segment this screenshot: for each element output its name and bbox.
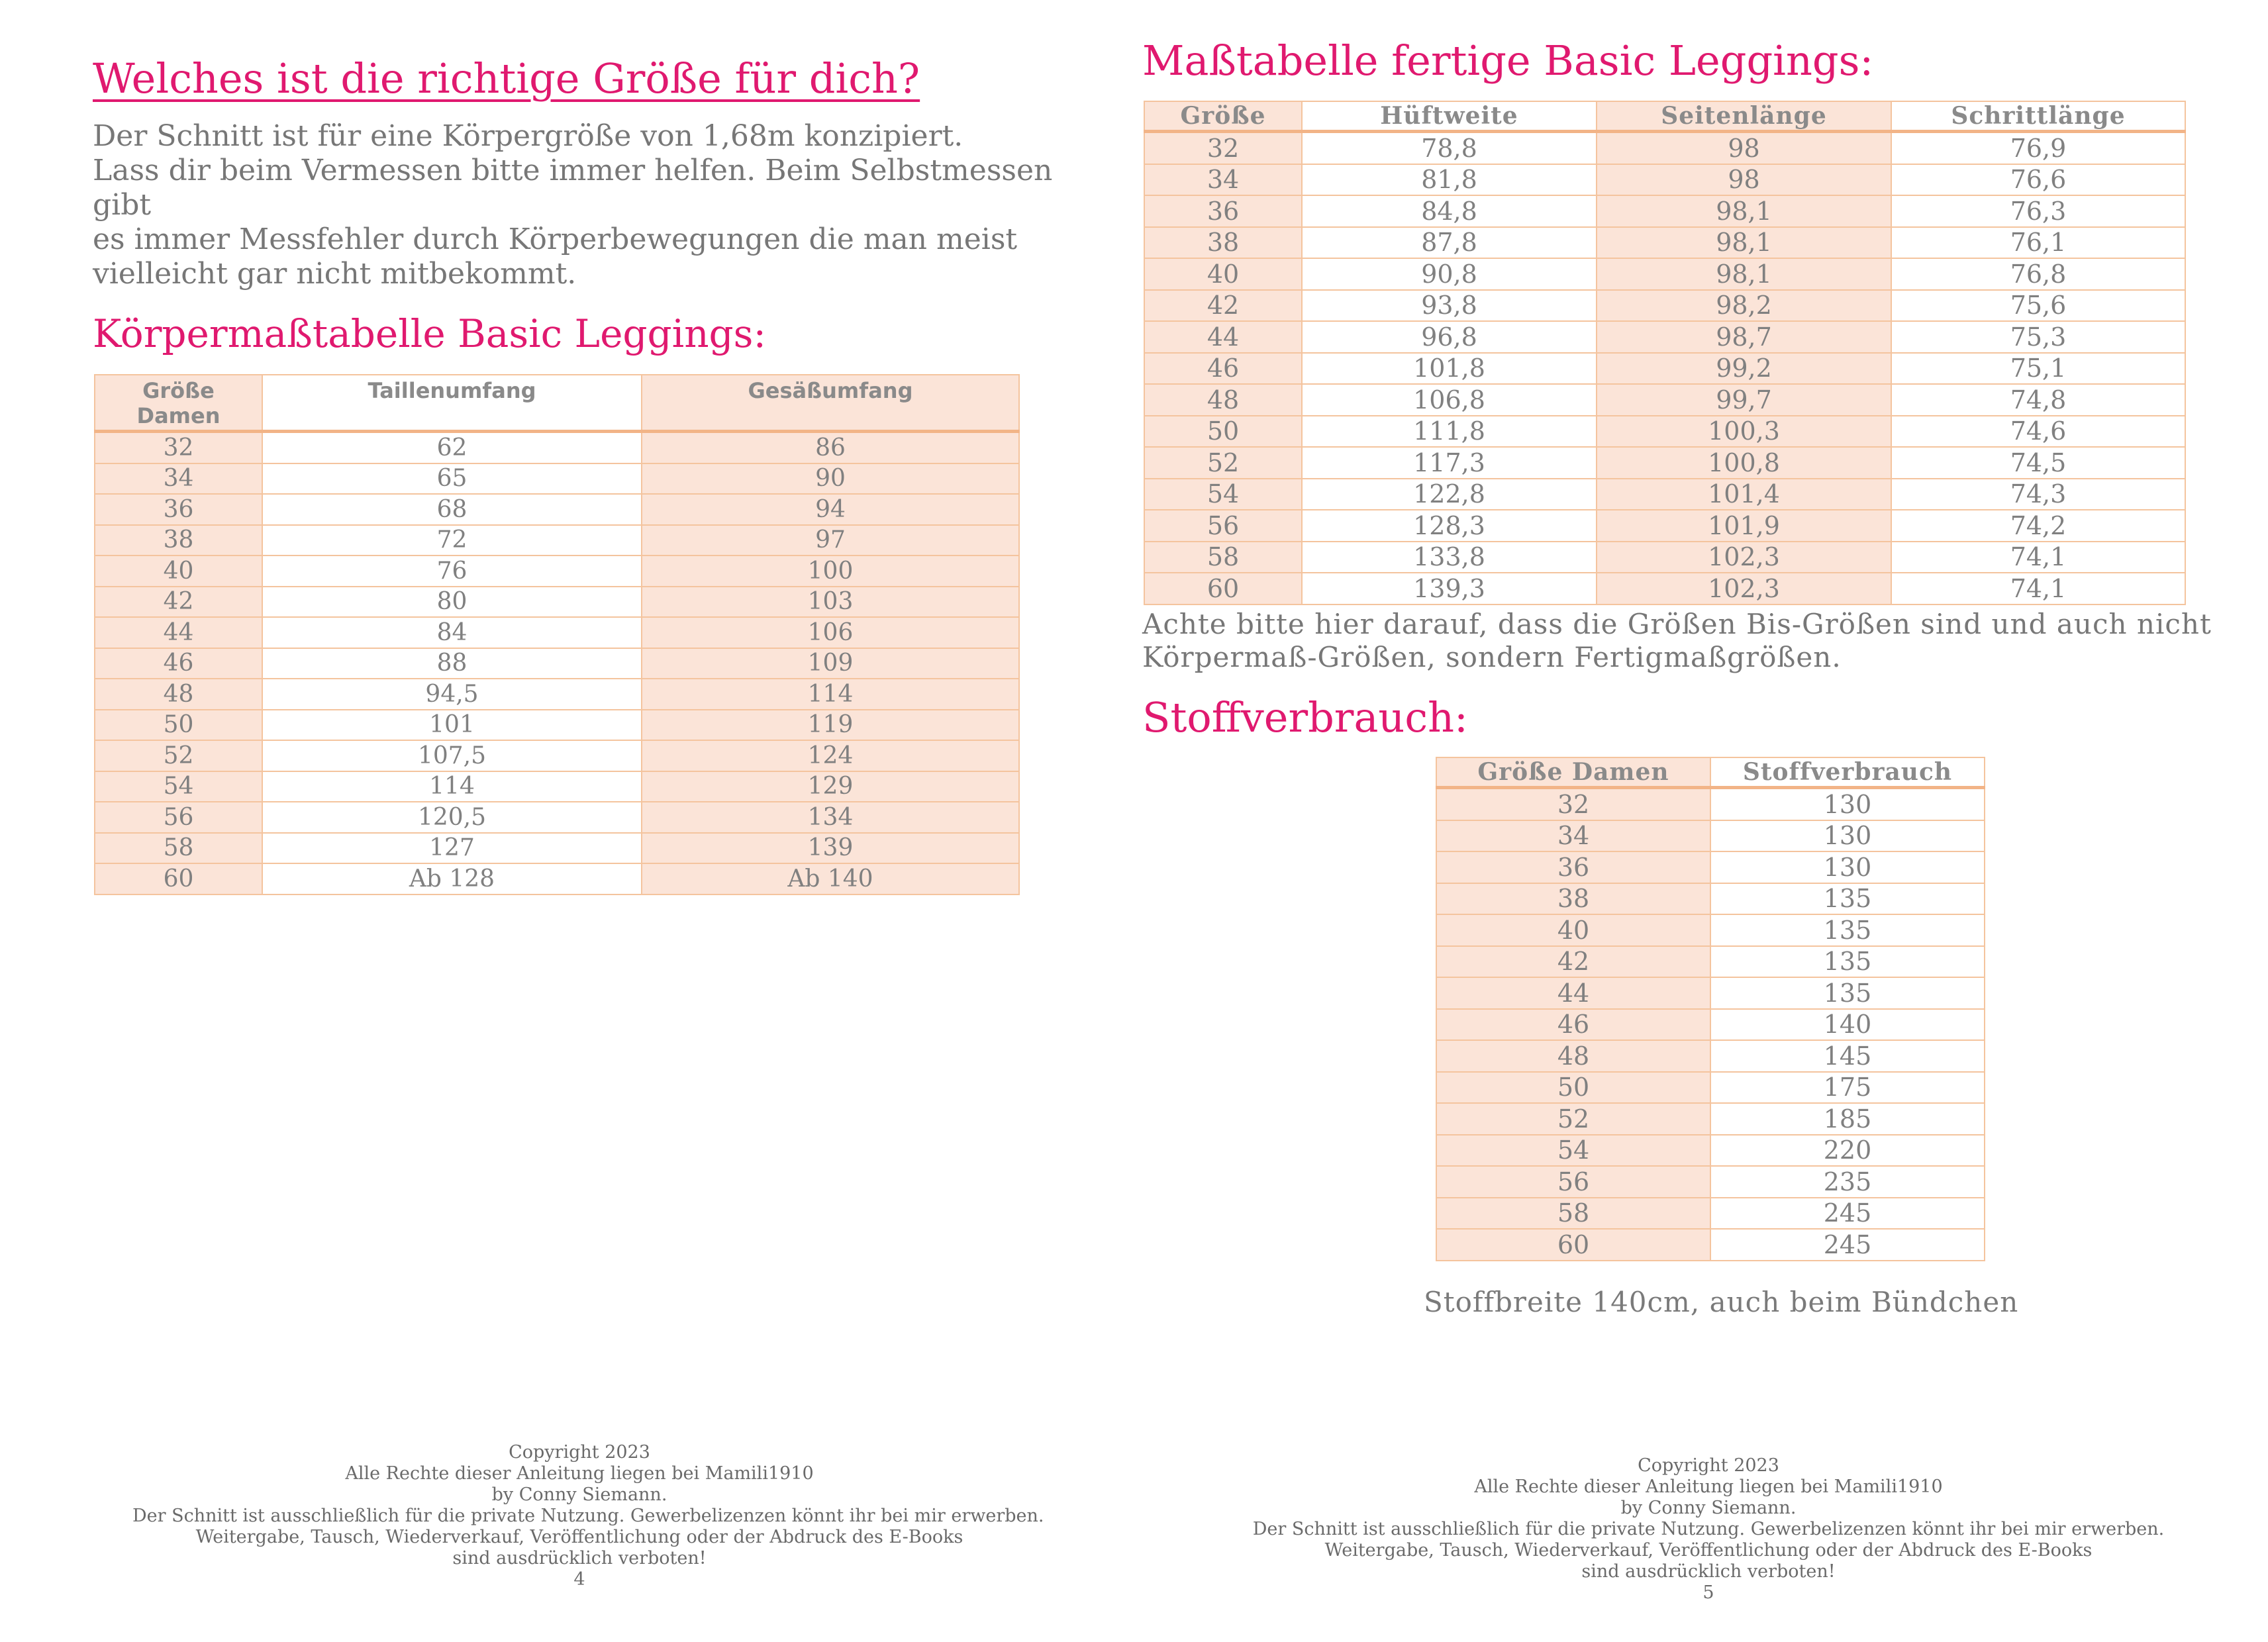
table-cell: 98,1 [1597,227,1891,259]
table-cell: 117,3 [1302,447,1597,479]
body-measurement-table [94,374,1020,895]
table-row [1144,258,2185,290]
table-cell: 97 [642,525,1019,556]
table-cell: 99,7 [1597,384,1891,416]
table-cell: 128,3 [1302,510,1597,542]
table-cell: 52 [95,740,262,771]
table-cell: 124 [642,740,1019,771]
table-cell: 46 [95,648,262,679]
footer-line: Der Schnitt ist ausschließlich für die private Nutzung. Gewerbelizenzen könnt ihr bei mir erwerben. [1252,1519,2165,1539]
table-cell: 44 [1436,977,1710,1009]
table-cell: 98 [1597,164,1891,196]
table-cell: 52 [1144,447,1302,479]
table-cell: 75,6 [1891,290,2185,322]
table-cell: 74,8 [1891,384,2185,416]
table-cell: 34 [1144,164,1302,196]
table-cell: 76,1 [1891,227,2185,259]
table-row [95,463,1019,495]
table-row [95,587,1019,618]
table-cell: 119 [642,710,1019,741]
page-number: 4 [573,1569,585,1590]
table-cell: 74,5 [1891,447,2185,479]
table-cell: 130 [1710,820,1985,852]
table-cell: 100,3 [1597,416,1891,448]
table-row [95,494,1019,525]
table-cell: 65 [262,463,642,495]
table-cell: 87,8 [1302,227,1597,259]
table-row [1144,195,2185,227]
table-cell: 139,3 [1302,573,1597,604]
footer-line: Weitergabe, Tausch, Wiederverkauf, Veröffentlichung oder der Abdruck des E-Books [1324,1540,2093,1561]
table-cell: 76,8 [1891,258,2185,290]
table-cell: 40 [95,555,262,587]
table-cell: 48 [1144,384,1302,416]
table-row [95,525,1019,556]
table-cell: 44 [95,617,262,648]
table-cell: 140 [1710,1009,1985,1041]
table-cell: 62 [262,432,642,463]
table-cell: 220 [1710,1135,1985,1167]
table-row [1436,851,1985,883]
table-cell: 75,3 [1891,321,2185,353]
table-cell: 36 [1436,851,1710,883]
table-row [1436,1103,1985,1135]
table-cell: 145 [1710,1040,1985,1072]
table-cell: 60 [1436,1229,1710,1261]
table-row [95,771,1019,802]
table-cell: 101,8 [1302,353,1597,385]
table-cell: 52 [1436,1103,1710,1135]
table-cell: 80 [262,587,642,618]
table-cell: 86 [642,432,1019,463]
column-header-waist: Taillenumfang [262,375,642,432]
table-cell: 114 [642,679,1019,710]
finished-table-heading: Maßtabelle fertige Basic Leggings: [1142,36,1874,85]
table-cell: 72 [262,525,642,556]
table-row [1436,1198,1985,1230]
column-header-inseam: Schrittlänge [1891,101,2185,132]
table-cell: 175 [1710,1072,1985,1104]
table-cell: 88 [262,648,642,679]
table-row [1144,384,2185,416]
intro-line: es immer Messfehler durch Körperbewegungen die man meist [93,222,1018,256]
table-cell: 106 [642,617,1019,648]
table-cell: 54 [1436,1135,1710,1167]
table-row [95,432,1019,463]
table-row [1436,1166,1985,1198]
table-cell: 78,8 [1302,132,1597,164]
right-footer [1192,1455,2225,1604]
table-cell: 122,8 [1302,479,1597,510]
table-cell: 58 [1144,542,1302,573]
table-row [1144,479,2185,510]
table-cell: Ab 140 [642,863,1019,894]
page-number: 5 [1702,1582,1714,1603]
table-cell: 50 [1436,1072,1710,1104]
table-cell: 36 [1144,195,1302,227]
table-cell: 74,1 [1891,542,2185,573]
table-cell: 94,5 [262,679,642,710]
table-cell: 130 [1710,851,1985,883]
footer-line: by Conny Siemann. [1620,1498,1797,1518]
table-cell: 38 [1436,883,1710,915]
table-cell: 76,6 [1891,164,2185,196]
footer-line: sind ausdrücklich verboten! [1581,1561,1836,1582]
table-cell: 98,7 [1597,321,1891,353]
column-header-hip: Gesäßumfang [642,375,1019,432]
table-cell: 68 [262,494,642,525]
table-cell: 42 [1144,290,1302,322]
table-cell: 98 [1597,132,1891,164]
table-cell: 32 [1144,132,1302,164]
table-cell: 50 [95,710,262,741]
fabric-caption: Stoffbreite 140cm, auch beim Bündchen [1424,1286,2019,1318]
table-cell: 48 [1436,1040,1710,1072]
table-row [1144,227,2185,259]
finished-table-note [1142,608,2235,674]
table-cell: 100 [642,555,1019,587]
table-cell: 98,2 [1597,290,1891,322]
table-cell: 96,8 [1302,321,1597,353]
table-cell: 135 [1710,946,1985,978]
table-cell: 90,8 [1302,258,1597,290]
footer-line: Alle Rechte dieser Anleitung liegen bei Mamili1910 [345,1463,814,1484]
table-cell: 38 [1144,227,1302,259]
table-row [95,833,1019,864]
note-line: Körpermaß-Größen, sondern Fertigmaßgrößen. [1142,641,1842,673]
column-header-size: Größe [1144,101,1302,132]
table-header-row [1144,101,2185,132]
table-row [95,648,1019,679]
table-row [1436,1072,1985,1104]
footer-line: by Conny Siemann. [491,1484,667,1505]
table-cell: 76 [262,555,642,587]
table-row [95,555,1019,587]
table-cell: 56 [1144,510,1302,542]
table-cell: 60 [95,863,262,894]
intro-line: Der Schnitt ist für eine Körpergröße von 1,68m konzipiert. [93,119,963,153]
table-row [1144,573,2185,604]
table-cell: 133,8 [1302,542,1597,573]
table-cell: 245 [1710,1229,1985,1261]
footer-line: Copyright 2023 [1638,1455,1779,1476]
table-row [1436,914,1985,946]
column-header-size: Größe Damen [95,375,262,432]
table-row [1144,542,2185,573]
table-cell: 34 [95,463,262,495]
footer-line: Der Schnitt ist ausschließlich für die private Nutzung. Gewerbelizenzen könnt ihr bei mir erwerben. [132,1506,1044,1526]
table-cell: Ab 128 [262,863,642,894]
intro-line: Lass dir beim Vermessen bitte immer helfen. Beim Selbstmessen gibt [93,154,1053,222]
table-cell: 135 [1710,883,1985,915]
table-cell: 135 [1710,977,1985,1009]
column-header-fabric: Stoffverbrauch [1710,757,1985,788]
table-cell: 74,3 [1891,479,2185,510]
table-row [95,802,1019,833]
table-cell: 34 [1436,820,1710,852]
footer-line: Alle Rechte dieser Anleitung liegen bei Mamili1910 [1474,1476,1943,1497]
table-cell: 76,9 [1891,132,2185,164]
table-cell: 36 [95,494,262,525]
table-cell: 44 [1144,321,1302,353]
table-cell: 40 [1436,914,1710,946]
table-cell: 74,6 [1891,416,2185,448]
table-cell: 111,8 [1302,416,1597,448]
table-cell: 100,8 [1597,447,1891,479]
table-cell: 102,3 [1597,542,1891,573]
table-cell: 135 [1710,914,1985,946]
table-cell: 42 [95,587,262,618]
table-cell: 120,5 [262,802,642,833]
table-cell: 56 [1436,1166,1710,1198]
table-row [1436,946,1985,978]
table-row [1144,353,2185,385]
table-cell: 245 [1710,1198,1985,1230]
table-cell: 60 [1144,573,1302,604]
table-cell: 235 [1710,1166,1985,1198]
table-cell: 93,8 [1302,290,1597,322]
table-cell: 103 [642,587,1019,618]
table-cell: 101 [262,710,642,741]
table-cell: 99,2 [1597,353,1891,385]
table-row [1144,416,2185,448]
table-row [1436,1040,1985,1072]
table-row [1436,1135,1985,1167]
table-cell: 54 [1144,479,1302,510]
table-cell: 46 [1436,1009,1710,1041]
table-cell: 58 [95,833,262,864]
table-cell: 32 [95,432,262,463]
column-header-hip-width: Hüftweite [1302,101,1597,132]
page-title: Welches ist die richtige Größe für dich? [93,54,920,103]
table-row [1144,164,2185,196]
table-row [95,679,1019,710]
table-cell: 102,3 [1597,573,1891,604]
table-row [1436,883,1985,915]
table-cell: 48 [95,679,262,710]
table-cell: 101,4 [1597,479,1891,510]
table-cell: 130 [1710,788,1985,820]
table-cell: 50 [1144,416,1302,448]
footer-line: sind ausdrücklich verboten! [452,1548,707,1569]
body-table-heading: Körpermaßtabelle Basic Leggings: [93,311,766,356]
table-cell: 127 [262,833,642,864]
table-cell: 90 [642,463,1019,495]
footer-line: Weitergabe, Tausch, Wiederverkauf, Veröffentlichung oder der Abdruck des E-Books [195,1527,963,1547]
table-row [1144,321,2185,353]
table-cell: 42 [1436,946,1710,978]
column-header-size: Größe Damen [1436,757,1710,788]
table-cell: 46 [1144,353,1302,385]
table-cell: 101,9 [1597,510,1891,542]
table-row [1436,788,1985,820]
table-row [1436,977,1985,1009]
fabric-table-heading: Stoffverbrauch: [1142,693,1468,742]
table-cell: 129 [642,771,1019,802]
left-footer [132,1442,1044,1590]
table-cell: 76,3 [1891,195,2185,227]
finished-measurement-table [1144,101,2186,605]
table-row [1436,1009,1985,1041]
table-cell: 98,1 [1597,258,1891,290]
table-header-row [1436,757,1985,788]
table-cell: 106,8 [1302,384,1597,416]
footer-line: Copyright 2023 [509,1442,650,1463]
table-cell: 54 [95,771,262,802]
table-row [1144,510,2185,542]
table-cell: 75,1 [1891,353,2185,385]
table-cell: 84 [262,617,642,648]
table-row [1144,290,2185,322]
table-cell: 139 [642,833,1019,864]
table-cell: 56 [95,802,262,833]
column-header-side-length: Seitenlänge [1597,101,1891,132]
intro-line: vielleicht gar nicht mitbekommt. [93,257,577,291]
intro-text [93,119,1073,291]
table-row [1436,1229,1985,1261]
table-row [1144,447,2185,479]
table-cell: 74,2 [1891,510,2185,542]
table-cell: 185 [1710,1103,1985,1135]
table-cell: 114 [262,771,642,802]
table-cell: 74,1 [1891,573,2185,604]
note-line: Achte bitte hier darauf, dass die Größen Bis-Größen sind und auch nicht [1142,608,2212,640]
table-row [95,617,1019,648]
table-row [95,710,1019,741]
table-cell: 134 [642,802,1019,833]
table-cell: 40 [1144,258,1302,290]
table-cell: 107,5 [262,740,642,771]
table-row [95,863,1019,894]
table-row [1144,132,2185,164]
fabric-consumption-table [1436,757,1985,1261]
table-row [1436,820,1985,852]
table-cell: 94 [642,494,1019,525]
table-header-row [95,375,1019,432]
table-cell: 38 [95,525,262,556]
table-cell: 84,8 [1302,195,1597,227]
table-cell: 98,1 [1597,195,1891,227]
table-cell: 58 [1436,1198,1710,1230]
table-cell: 81,8 [1302,164,1597,196]
table-row [95,740,1019,771]
table-cell: 109 [642,648,1019,679]
table-cell: 32 [1436,788,1710,820]
